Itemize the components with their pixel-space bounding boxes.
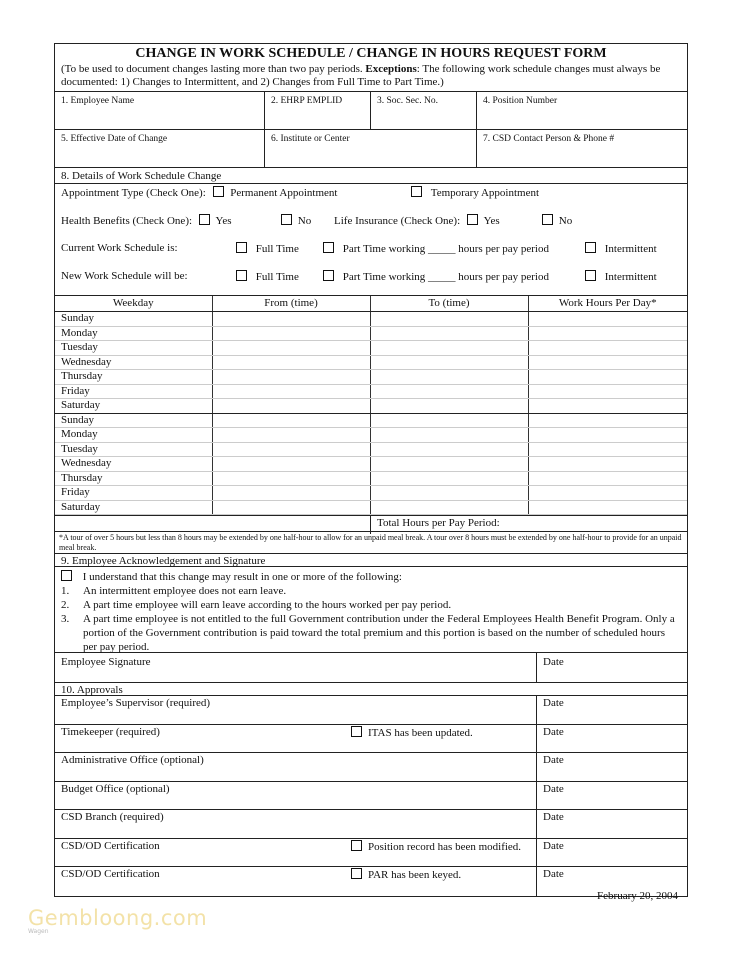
- approval-row: [55, 839, 687, 868]
- weekday-header: Weekday: [55, 296, 212, 312]
- watermark: Gembloong.com: [28, 906, 208, 930]
- to-time-cell[interactable]: [370, 471, 528, 486]
- from-time-cell[interactable]: [212, 399, 370, 414]
- current-fulltime-option: Full Time: [236, 242, 299, 255]
- schedule-row: [55, 384, 687, 399]
- approval-label: Employee’s Supervisor (required): [61, 697, 211, 709]
- employee-fields-row: [55, 92, 687, 130]
- from-time-cell[interactable]: [212, 471, 370, 486]
- from-time-cell[interactable]: [212, 457, 370, 472]
- hours-cell[interactable]: [528, 500, 687, 515]
- weekday-cell: Thursday: [55, 370, 212, 385]
- employee-signature-row: [55, 653, 687, 683]
- approval-row: [55, 782, 687, 811]
- weekday-cell: Tuesday: [55, 442, 212, 457]
- employee-name-field[interactable]: 1. Employee Name: [55, 92, 265, 129]
- hours-cell[interactable]: [528, 413, 687, 428]
- new-schedule-label: New Work Schedule will be:: [61, 270, 188, 282]
- total-hours-label: Total Hours per Pay Period:: [370, 516, 506, 534]
- hours-cell[interactable]: [528, 312, 687, 327]
- approval-signature-field[interactable]: [55, 753, 537, 781]
- approval-date-field[interactable]: Date: [543, 868, 564, 880]
- current-parttime-option: Part Time working _____ hours per pay period: [323, 242, 549, 255]
- approval-check-label: ITAS has been updated.: [368, 726, 473, 739]
- schedule-row: [55, 457, 687, 472]
- meal-break-note: *A tour of over 5 hours but less than 8 hours may be extended by one half-hour to allow for an unpaid meal break. A tour over 8 hours must be extended by one half-hour to provide for an unpaid meal break.: [55, 532, 687, 554]
- weekday-cell: Monday: [55, 428, 212, 443]
- approval-date-field[interactable]: Date: [543, 782, 564, 795]
- list-item: 3. A part time employee is not entitled to the full Government contribution under the Federal Employees Health Benefit Program. Only a portion of the Government contribution is paid toward the total premium and this portion is based on the number of scheduled hours per pay period.: [61, 613, 675, 653]
- weekday-cell: Wednesday: [55, 457, 212, 472]
- from-time-cell[interactable]: [212, 500, 370, 515]
- hours-header: Work Hours Per Day*: [528, 296, 687, 312]
- to-time-cell[interactable]: [370, 384, 528, 399]
- from-time-cell[interactable]: [212, 370, 370, 385]
- to-time-cell[interactable]: [370, 428, 528, 443]
- approval-checkbox[interactable]: [351, 868, 362, 879]
- to-time-cell[interactable]: [370, 355, 528, 370]
- section10-heading: 10. Approvals: [55, 683, 687, 696]
- approval-checkbox[interactable]: [351, 726, 362, 737]
- approval-date-field[interactable]: Date: [543, 811, 564, 823]
- weekday-cell: Sunday: [55, 413, 212, 428]
- schedule-row: [55, 428, 687, 443]
- current-schedule-label: Current Work Schedule is:: [61, 242, 178, 254]
- total-hours-row: [55, 516, 687, 532]
- schedule-row: [55, 355, 687, 370]
- life-no-option: No: [542, 214, 572, 227]
- acknowledgement-block: [55, 567, 687, 653]
- schedule-row: [55, 370, 687, 385]
- hours-cell[interactable]: [528, 326, 687, 341]
- life-yes-checkbox[interactable]: [467, 214, 478, 225]
- health-no-option: No: [281, 214, 311, 227]
- to-time-cell[interactable]: [370, 442, 528, 457]
- to-time-cell[interactable]: [370, 341, 528, 356]
- to-time-cell[interactable]: [370, 500, 528, 515]
- from-header: From (time): [212, 296, 370, 312]
- new-intermittent-option: Intermittent: [585, 270, 657, 283]
- from-time-cell[interactable]: [212, 486, 370, 501]
- to-time-cell[interactable]: [370, 312, 528, 327]
- schedule-row: [55, 399, 687, 414]
- to-time-cell[interactable]: [370, 399, 528, 414]
- approval-signature-field[interactable]: [55, 839, 537, 867]
- schedule-row: [55, 486, 687, 501]
- life-insurance-option: Life Insurance (Check One): Yes: [334, 215, 500, 227]
- from-time-cell[interactable]: [212, 326, 370, 341]
- ssn-field[interactable]: 3. Soc. Sec. No.: [371, 92, 477, 129]
- section8-heading: 8. Details of Work Schedule Change: [55, 168, 687, 184]
- weekday-cell: Friday: [55, 486, 212, 501]
- approval-label: CSD Branch (required): [61, 811, 164, 823]
- weekday-cell: Thursday: [55, 471, 212, 486]
- weekday-cell: Saturday: [55, 500, 212, 515]
- employee-signature-date[interactable]: Date: [543, 656, 564, 668]
- request-form: [54, 43, 688, 897]
- weekday-cell: Wednesday: [55, 355, 212, 370]
- schedule-row: [55, 500, 687, 515]
- current-intermittent-checkbox[interactable]: [585, 242, 596, 253]
- hours-cell[interactable]: [528, 428, 687, 443]
- permanent-checkbox[interactable]: [213, 186, 224, 197]
- from-time-cell[interactable]: [212, 442, 370, 457]
- approval-row: [55, 753, 687, 782]
- schedule-row: [55, 413, 687, 428]
- temporary-option: Temporary Appointment: [411, 186, 539, 199]
- schedule-row: [55, 442, 687, 457]
- approval-row: [55, 867, 687, 896]
- approval-date-field[interactable]: Date: [543, 839, 564, 852]
- health-no-checkbox[interactable]: [281, 214, 292, 225]
- hours-cell[interactable]: [528, 486, 687, 501]
- position-number-field[interactable]: 4. Position Number: [483, 96, 558, 106]
- from-time-cell[interactable]: [212, 428, 370, 443]
- employee-signature-field[interactable]: Employee Signature: [55, 653, 537, 682]
- understand-line: I understand that this change may result in one or more of the following:: [61, 570, 681, 584]
- schedule-row: [55, 471, 687, 486]
- effective-fields-row: [55, 130, 687, 168]
- approval-check-option: [351, 868, 461, 881]
- to-time-cell[interactable]: [370, 326, 528, 341]
- schedule-table-row: [55, 296, 687, 516]
- approval-check-label: PAR has been keyed.: [368, 869, 462, 881]
- to-time-cell[interactable]: [370, 457, 528, 472]
- hours-cell[interactable]: [528, 471, 687, 486]
- from-time-cell[interactable]: [212, 413, 370, 428]
- appointment-type-line: Appointment Type (Check One): Permanent Appointment: [61, 187, 338, 199]
- new-fulltime-checkbox[interactable]: [236, 270, 247, 281]
- approval-label: Budget Office (optional): [61, 782, 170, 795]
- temporary-checkbox[interactable]: [411, 186, 422, 197]
- approval-label: CSD/OD Certification: [61, 839, 160, 852]
- approval-date-field[interactable]: Date: [543, 754, 564, 766]
- weekday-cell: Tuesday: [55, 341, 212, 356]
- approval-check-option: [351, 840, 521, 853]
- approval-check-label: Position record has been modified.: [368, 840, 522, 853]
- to-time-cell[interactable]: [370, 370, 528, 385]
- schedule-row: [55, 326, 687, 341]
- institute-field[interactable]: 6. Institute or Center: [265, 130, 477, 167]
- schedule-row: [55, 341, 687, 356]
- effective-date-field[interactable]: 5. Effective Date of Change: [55, 130, 265, 167]
- approval-row: [55, 810, 687, 839]
- to-time-cell[interactable]: [370, 413, 528, 428]
- to-header: To (time): [370, 296, 528, 312]
- hours-cell[interactable]: [528, 399, 687, 414]
- health-benefits-line: Health Benefits (Check One): Yes: [61, 215, 232, 227]
- new-parttime-checkbox[interactable]: [323, 270, 334, 281]
- weekday-cell: Saturday: [55, 399, 212, 414]
- watermark-sub: Wagen: [28, 928, 49, 935]
- hours-cell[interactable]: [528, 341, 687, 356]
- new-parttime-option: Part Time working _____ hours per pay period: [323, 270, 549, 283]
- hours-cell[interactable]: [528, 370, 687, 385]
- from-time-cell[interactable]: [212, 355, 370, 370]
- hours-cell[interactable]: [528, 384, 687, 399]
- life-no-checkbox[interactable]: [542, 214, 553, 225]
- weekday-cell: Monday: [55, 326, 212, 341]
- approval-date-field[interactable]: Date: [543, 697, 564, 709]
- new-fulltime-option: Full Time: [236, 270, 299, 283]
- footer-date: February 20, 2004: [597, 890, 678, 902]
- approval-signature-field[interactable]: [55, 810, 537, 838]
- approval-label: Administrative Office (optional): [61, 754, 204, 766]
- hours-cell[interactable]: [528, 355, 687, 370]
- list-item: 1. An intermittent employee does not earn leave.: [61, 585, 287, 597]
- approval-row: [55, 696, 687, 725]
- section9-heading: 9. Employee Acknowledgement and Signature: [55, 554, 687, 567]
- schedule-row: [55, 312, 687, 327]
- weekday-cell: Sunday: [55, 312, 212, 327]
- hours-cell[interactable]: [528, 442, 687, 457]
- approval-checkbox[interactable]: [351, 840, 362, 851]
- from-time-cell[interactable]: [212, 312, 370, 327]
- to-time-cell[interactable]: [370, 486, 528, 501]
- health-yes-checkbox[interactable]: [199, 214, 210, 225]
- current-intermittent-option: Intermittent: [585, 242, 657, 255]
- list-item: 2. A part time employee will earn leave according to the hours worked per pay period.: [61, 599, 452, 611]
- current-parttime-checkbox[interactable]: [323, 242, 334, 253]
- new-intermittent-checkbox[interactable]: [585, 270, 596, 281]
- approval-label: CSD/OD Certification: [61, 868, 160, 880]
- approval-signature-field[interactable]: [55, 725, 537, 753]
- approval-signature-field[interactable]: [55, 782, 537, 810]
- approval-check-option: [351, 726, 473, 739]
- form-header: [55, 44, 687, 92]
- ehrp-emplid-field[interactable]: 2. EHRP EMPLID: [265, 92, 371, 129]
- schedule-table: [55, 296, 687, 515]
- weekday-cell: Friday: [55, 384, 212, 399]
- form-intro: (To be used to document changes lasting more than two pay periods. Exceptions: The following work schedule changes must always be documented: 1) Changes to Intermittent, and 2) Changes from Full Time to Part Time.): [61, 63, 661, 88]
- current-fulltime-checkbox[interactable]: [236, 242, 247, 253]
- approval-signature-field[interactable]: [55, 867, 537, 896]
- approval-row: [55, 725, 687, 754]
- form-title: CHANGE IN WORK SCHEDULE / CHANGE IN HOURS REQUEST FORM: [135, 46, 607, 61]
- approval-label: Timekeeper (required): [61, 725, 160, 738]
- understand-checkbox[interactable]: [61, 570, 72, 581]
- hours-cell[interactable]: [528, 457, 687, 472]
- from-time-cell[interactable]: [212, 384, 370, 399]
- approval-date-field[interactable]: Date: [543, 725, 564, 738]
- csd-contact-field[interactable]: 7. CSD Contact Person & Phone #: [483, 134, 615, 144]
- schedule-header-row: [55, 296, 687, 312]
- section8-options: [55, 184, 687, 296]
- from-time-cell[interactable]: [212, 341, 370, 356]
- approval-signature-field[interactable]: [55, 696, 537, 724]
